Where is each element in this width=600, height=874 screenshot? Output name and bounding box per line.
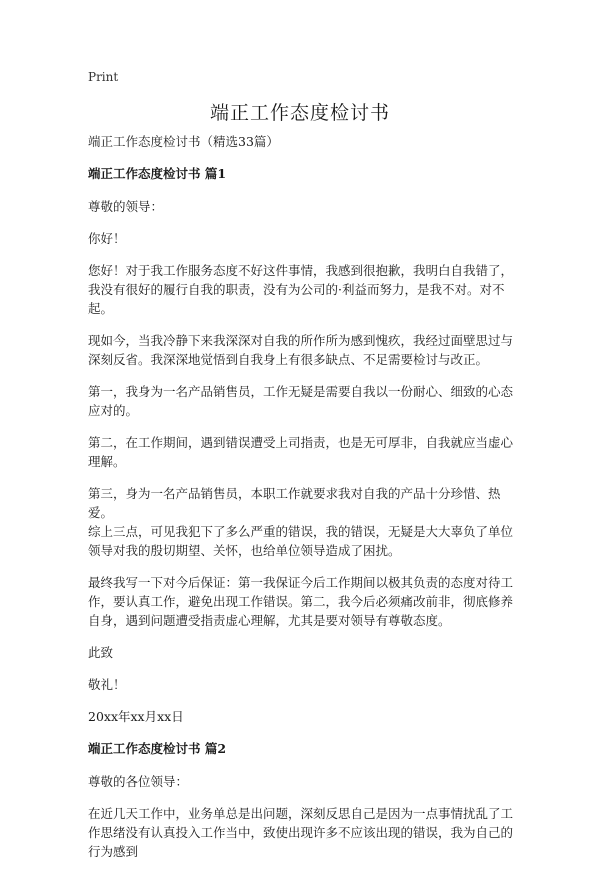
- paragraph: 综上三点，可见我犯下了多么严重的错误，我的错误，无疑是大大辜负了单位领导对我的殷切期望、关怀，也给单位领导造成了困扰。: [88, 524, 514, 558]
- document-title: 端正工作态度检讨书: [209, 102, 390, 124]
- salutation-1: 尊敬的领导：: [88, 199, 164, 214]
- closing-line: 此致: [88, 645, 114, 660]
- paragraph: 在近几天工作中，业务单总是出问题，深刻反思自己是因为一点事情扰乱了工作思绪没有认真投入工作当中，致使出现许多不应该出现的错误，我为自己的行为感到: [88, 806, 514, 859]
- paragraph: 第三，身为一名产品销售员，本职工作就要求我对自我的产品十分珍惜、热爱。: [88, 486, 501, 520]
- section-heading-1: 端正工作态度检讨书 篇1: [88, 166, 227, 181]
- date-line: 20xx年xx月xx日: [88, 709, 184, 724]
- salutation-2: 尊敬的各位领导：: [88, 774, 189, 789]
- paragraph: 最终我写一下对今后保证：第一我保证今后工作期间以极其负责的态度对待工作，要认真工作，避免出现工作错误。第二，我今后必须痛改前非，彻底修养自身，遇到问题遭受指责虚心理解，尤其是要对领导有尊敬态度。: [88, 575, 514, 628]
- closing-salute: 敬礼！: [88, 677, 126, 692]
- paragraph: 您好！对于我工作服务态度不好这件事情，我感到很抱歉，我明白自我错了，我没有很好的履行自我的职责，没有为公司的·利益而努力，是我不对。对不起。: [88, 263, 514, 316]
- document-subtitle: 端正工作态度检讨书（精选33篇）: [88, 134, 279, 149]
- document-body: [88, 132, 518, 874]
- print-label: Print: [88, 70, 119, 84]
- paragraph: 第二，在工作期间，遇到错误遭受上司指责，也是无可厚非，自我就应当虚心理解。: [88, 435, 514, 469]
- section-heading-2: 端正工作态度检讨书 篇2: [88, 741, 227, 756]
- greeting: 你好！: [88, 231, 126, 246]
- paragraph: 第一，我身为一名产品销售员，工作无疑是需要自我以一份耐心、细致的心态应对的。: [88, 384, 514, 418]
- paragraph: 现如今，当我冷静下来我深深对自我的所作所为感到愧疚，我经过面壁思过与深刻反省。我深深地觉悟到自我身上有很多缺点、不足需要检讨与改正。: [88, 333, 514, 367]
